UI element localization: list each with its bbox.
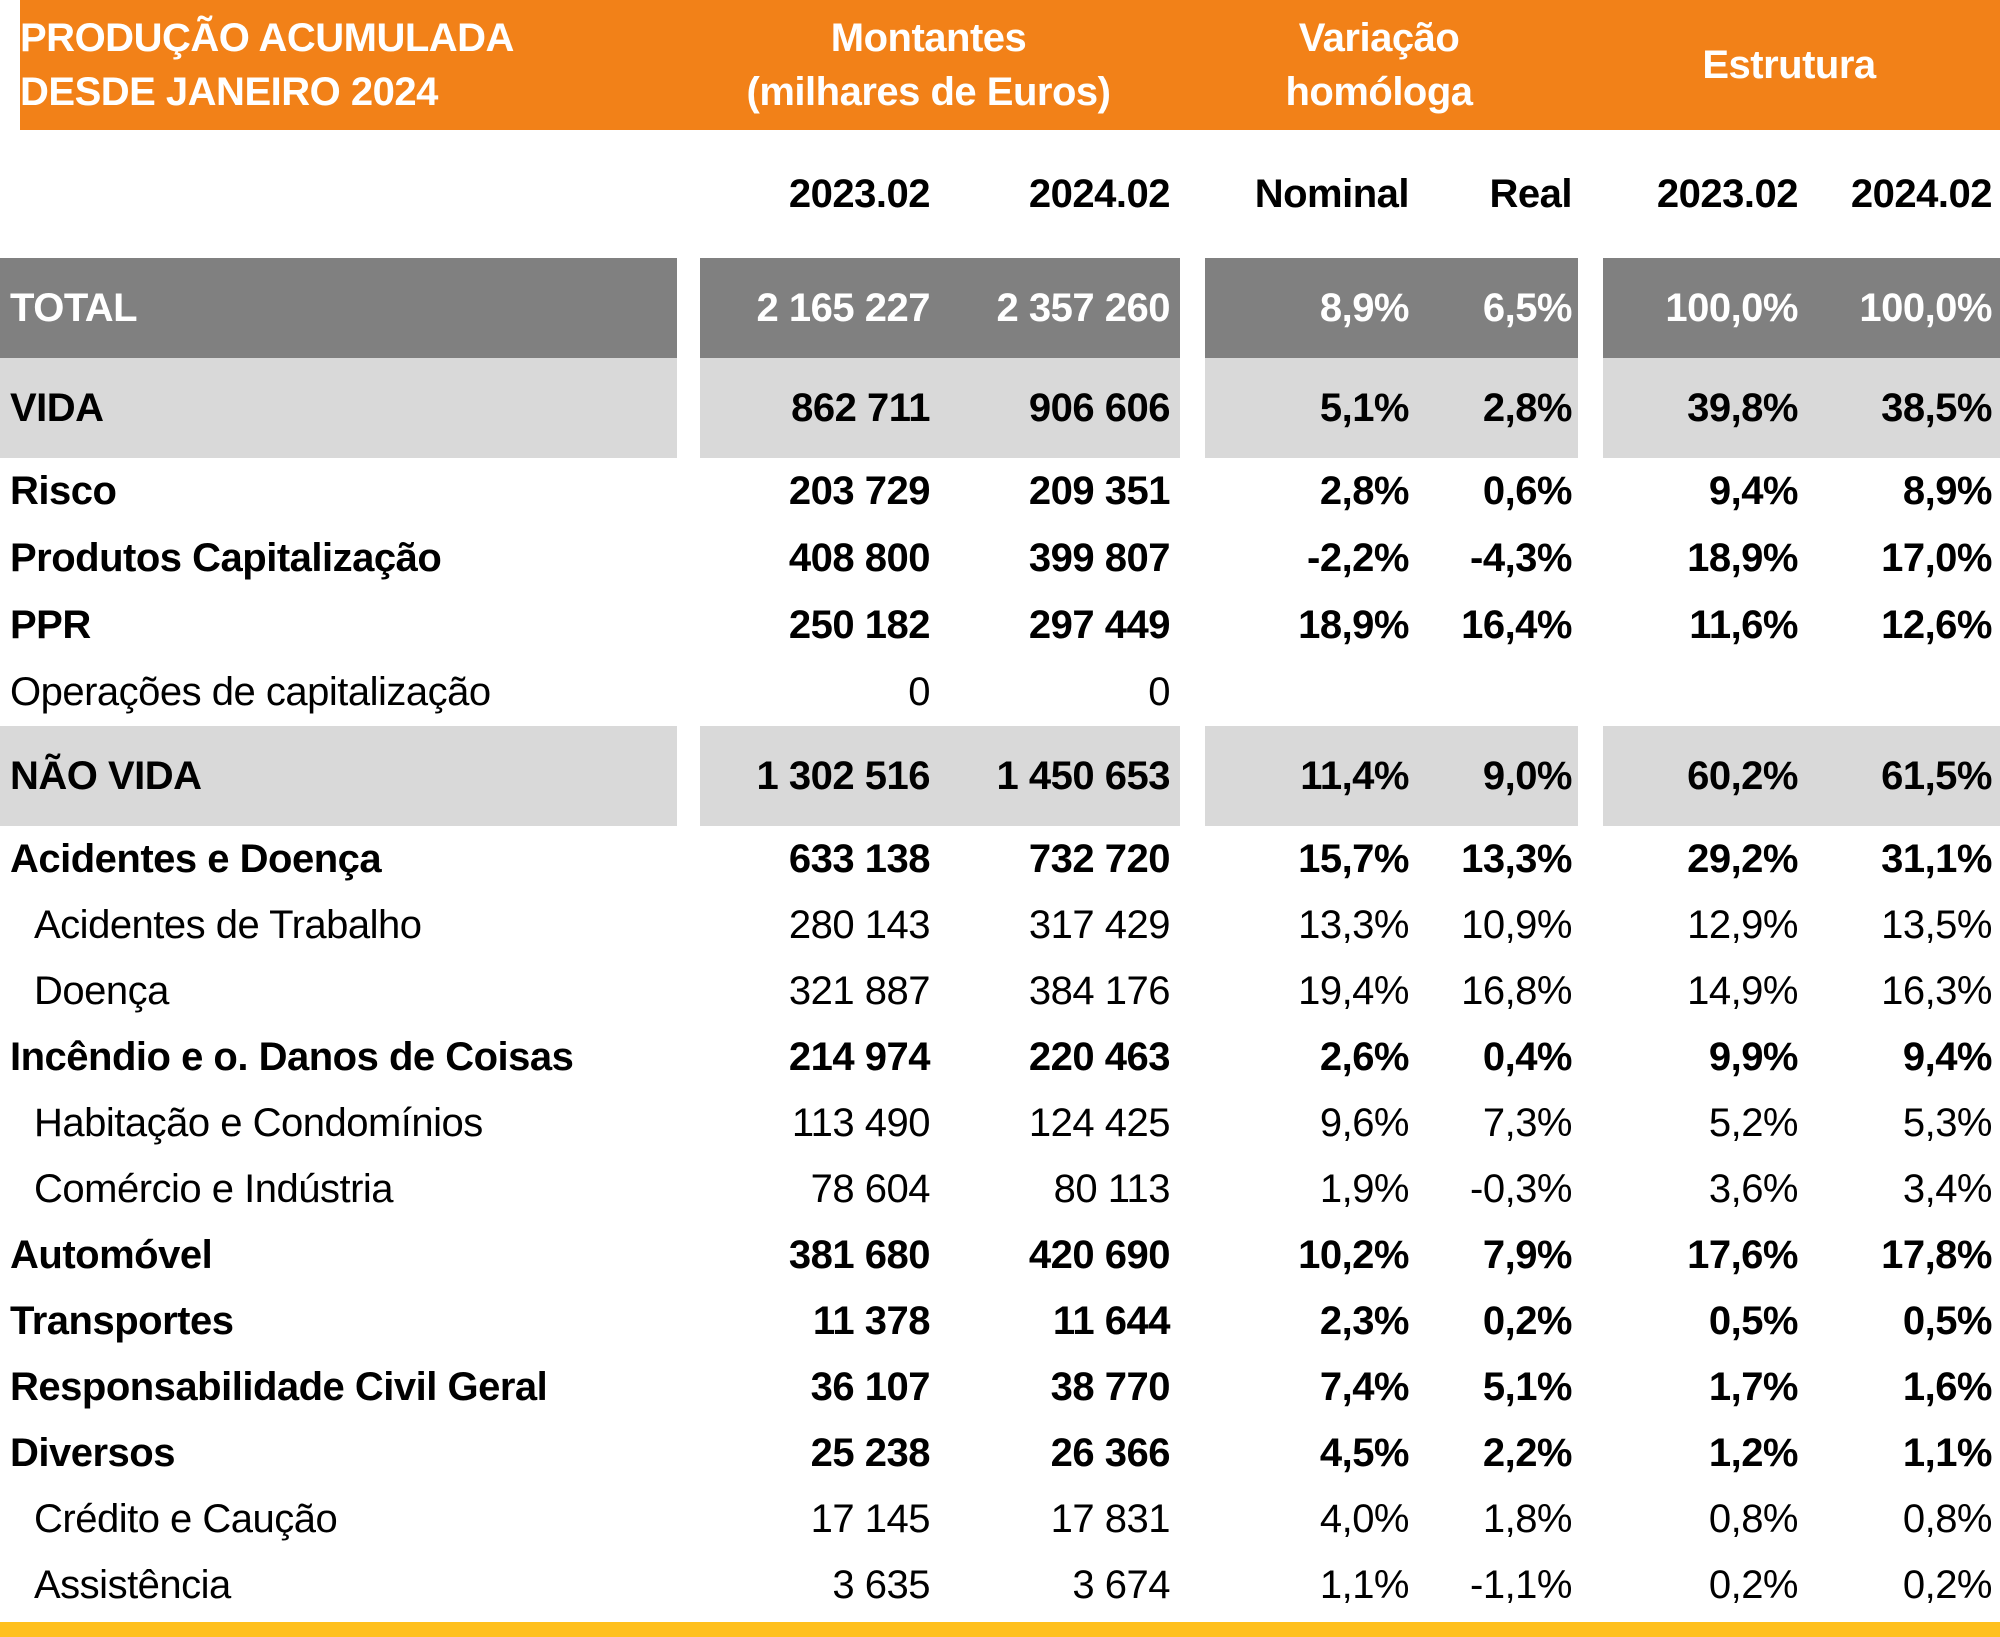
table-row bbox=[0, 1420, 2000, 1486]
row-label-text: Diversos bbox=[10, 1430, 175, 1475]
row-label bbox=[0, 592, 677, 659]
value-cell: 9,9% bbox=[1708, 1034, 1798, 1079]
value-group bbox=[1180, 258, 1578, 358]
bottom-accent-bar bbox=[0, 1622, 2000, 1637]
row-label bbox=[0, 258, 677, 358]
table-row bbox=[0, 892, 2000, 958]
value-cell: 0,4% bbox=[1482, 1034, 1572, 1079]
value-group bbox=[1180, 1486, 1578, 1552]
value-cell: 0 bbox=[908, 670, 930, 714]
column-group-montantes bbox=[677, 0, 1180, 130]
value-cell: 1,8% bbox=[1482, 1496, 1572, 1541]
column-group-variacao bbox=[1180, 0, 1578, 130]
value-cell: 29,2% bbox=[1687, 836, 1798, 881]
value-cell: 384 176 bbox=[1028, 968, 1170, 1013]
value-group bbox=[1180, 892, 1578, 958]
value-cell: 18,9% bbox=[1687, 536, 1798, 580]
value-cell: 3 674 bbox=[1072, 1562, 1170, 1607]
value-cell: 12,6% bbox=[1881, 603, 1992, 647]
table-title-line2: DESDE JANEIRO 2024 bbox=[20, 70, 438, 114]
value-group bbox=[677, 892, 1180, 958]
value-group bbox=[677, 1090, 1180, 1156]
value-cell: 19,4% bbox=[1298, 968, 1409, 1013]
table-row bbox=[0, 1486, 2000, 1552]
value-cell: 2,2% bbox=[1482, 1430, 1572, 1475]
value-group bbox=[1578, 892, 2000, 958]
table-row bbox=[0, 525, 2000, 592]
table-row bbox=[0, 1288, 2000, 1354]
value-cell: -0,3% bbox=[1470, 1166, 1572, 1211]
value-group bbox=[1578, 1420, 2000, 1486]
value-cell: 39,8% bbox=[1687, 385, 1798, 430]
table-row bbox=[0, 659, 2000, 726]
value-group bbox=[1180, 1288, 1578, 1354]
value-cell: 7,9% bbox=[1482, 1232, 1572, 1277]
row-label bbox=[0, 358, 677, 458]
value-cell: 14,9% bbox=[1687, 968, 1798, 1013]
row-label bbox=[0, 659, 677, 726]
value-cell: 906 606 bbox=[1028, 385, 1170, 430]
row-label bbox=[0, 1156, 677, 1222]
value-cell: 9,6% bbox=[1319, 1100, 1409, 1145]
value-cell: 17,6% bbox=[1687, 1232, 1798, 1277]
value-cell: 8,9% bbox=[1902, 469, 1992, 513]
value-cell: -4,3% bbox=[1470, 536, 1572, 580]
value-cell: 113 490 bbox=[791, 1100, 930, 1145]
value-group bbox=[677, 1024, 1180, 1090]
value-cell: 297 449 bbox=[1028, 603, 1170, 647]
value-group bbox=[1578, 592, 2000, 659]
table-row bbox=[0, 1156, 2000, 1222]
value-group bbox=[677, 1486, 1180, 1552]
value-group bbox=[677, 258, 1180, 358]
value-cell: 11,6% bbox=[1689, 603, 1798, 647]
value-group bbox=[1180, 726, 1578, 826]
table-row bbox=[0, 358, 2000, 458]
value-cell: 399 807 bbox=[1028, 536, 1170, 580]
row-label bbox=[0, 458, 677, 525]
value-cell: 12,9% bbox=[1687, 902, 1798, 947]
value-cell: 3,6% bbox=[1708, 1166, 1798, 1211]
value-group bbox=[1578, 1090, 2000, 1156]
table-row bbox=[0, 726, 2000, 826]
value-group bbox=[1180, 1420, 1578, 1486]
value-cell: 16,4% bbox=[1461, 603, 1572, 647]
value-group bbox=[677, 525, 1180, 592]
value-group bbox=[1180, 659, 1578, 726]
value-cell: 25 238 bbox=[810, 1430, 930, 1475]
value-cell: 420 690 bbox=[1028, 1232, 1170, 1277]
value-cell: 17,0% bbox=[1881, 536, 1992, 580]
value-group bbox=[1180, 1090, 1578, 1156]
value-cell: 633 138 bbox=[788, 836, 930, 881]
row-label bbox=[0, 1222, 677, 1288]
value-cell: 10,2% bbox=[1298, 1232, 1409, 1277]
row-label-text: PPR bbox=[10, 603, 91, 647]
value-group bbox=[1578, 358, 2000, 458]
value-group bbox=[677, 1288, 1180, 1354]
value-cell: 408 800 bbox=[788, 536, 930, 580]
value-cell: -2,2% bbox=[1307, 536, 1409, 580]
row-label bbox=[0, 1024, 677, 1090]
value-group bbox=[1578, 258, 2000, 358]
table-row bbox=[0, 1552, 2000, 1618]
table-row bbox=[0, 1222, 2000, 1288]
value-group bbox=[1578, 659, 2000, 726]
value-cell: 214 974 bbox=[788, 1034, 930, 1079]
value-group bbox=[1180, 958, 1578, 1024]
value-cell: 36 107 bbox=[810, 1364, 930, 1409]
row-label bbox=[0, 1354, 677, 1420]
subheader-empty bbox=[0, 130, 677, 258]
row-label-text: Produtos Capitalização bbox=[10, 536, 442, 580]
table-row bbox=[0, 458, 2000, 525]
subheader-real: Real bbox=[1489, 171, 1572, 216]
value-cell bbox=[1205, 659, 1415, 726]
row-label bbox=[0, 826, 677, 892]
value-group bbox=[1578, 525, 2000, 592]
value-cell: 124 425 bbox=[1028, 1100, 1170, 1145]
value-cell: 38 770 bbox=[1050, 1364, 1170, 1409]
row-label bbox=[0, 1552, 677, 1618]
value-cell: 4,5% bbox=[1319, 1430, 1409, 1475]
value-group bbox=[1578, 1156, 2000, 1222]
value-cell: 13,5% bbox=[1881, 902, 1992, 947]
value-group bbox=[1180, 1222, 1578, 1288]
value-group bbox=[677, 1156, 1180, 1222]
value-cell: 209 351 bbox=[1028, 469, 1170, 513]
value-cell: 4,0% bbox=[1319, 1496, 1409, 1541]
row-label-text: VIDA bbox=[10, 385, 104, 430]
value-group bbox=[677, 358, 1180, 458]
value-group bbox=[1578, 826, 2000, 892]
value-group bbox=[1578, 1288, 2000, 1354]
value-cell: 1,2% bbox=[1708, 1430, 1798, 1475]
value-cell: 11 378 bbox=[812, 1298, 930, 1343]
value-cell: 1,9% bbox=[1319, 1166, 1409, 1211]
value-cell: 203 729 bbox=[788, 469, 930, 513]
value-cell bbox=[1603, 659, 1806, 726]
value-cell: 0,5% bbox=[1902, 1298, 1992, 1343]
value-cell: 5,3% bbox=[1902, 1100, 1992, 1145]
table-row bbox=[0, 1090, 2000, 1156]
estrutura-label: Estrutura bbox=[1702, 43, 1876, 87]
value-cell: 2 357 260 bbox=[996, 285, 1170, 330]
value-cell: 1,7% bbox=[1708, 1364, 1798, 1409]
row-label-text: Acidentes de Trabalho bbox=[34, 902, 422, 947]
value-cell: 13,3% bbox=[1461, 836, 1572, 881]
value-cell: 1 302 516 bbox=[756, 753, 930, 798]
value-group bbox=[677, 726, 1180, 826]
value-cell: 1 450 653 bbox=[996, 753, 1170, 798]
value-group bbox=[677, 958, 1180, 1024]
value-cell: 1,6% bbox=[1902, 1364, 1992, 1409]
value-cell: 80 113 bbox=[1053, 1166, 1170, 1211]
value-cell: 0 bbox=[1148, 670, 1170, 714]
value-cell: 0,8% bbox=[1902, 1496, 1992, 1541]
value-group bbox=[1578, 458, 2000, 525]
value-group bbox=[677, 458, 1180, 525]
value-cell: 2,6% bbox=[1319, 1034, 1409, 1079]
row-label-text: Assistência bbox=[34, 1562, 231, 1607]
value-group bbox=[1578, 1024, 2000, 1090]
value-cell: 9,4% bbox=[1708, 469, 1798, 513]
value-cell: 2,3% bbox=[1319, 1298, 1409, 1343]
value-cell: 38,5% bbox=[1881, 385, 1992, 430]
row-label-text: Doença bbox=[34, 968, 169, 1013]
table-row bbox=[0, 1354, 2000, 1420]
value-cell: 60,2% bbox=[1687, 753, 1798, 798]
value-cell: 3 635 bbox=[832, 1562, 930, 1607]
value-cell: 13,3% bbox=[1298, 902, 1409, 947]
value-cell: 61,5% bbox=[1881, 753, 1992, 798]
value-cell: 0,2% bbox=[1902, 1562, 1992, 1607]
row-label bbox=[0, 1486, 677, 1552]
value-cell: 26 366 bbox=[1050, 1430, 1170, 1475]
value-group bbox=[677, 1420, 1180, 1486]
value-cell: 732 720 bbox=[1028, 836, 1170, 881]
value-cell: 78 604 bbox=[810, 1166, 930, 1211]
value-cell: 100,0% bbox=[1665, 285, 1798, 330]
value-cell: 250 182 bbox=[788, 603, 930, 647]
row-label-text: Operações de capitalização bbox=[10, 670, 491, 714]
value-group bbox=[1180, 592, 1578, 659]
value-cell: 9,0% bbox=[1482, 753, 1572, 798]
row-label bbox=[0, 958, 677, 1024]
row-label-text: Comércio e Indústria bbox=[34, 1166, 394, 1211]
row-label bbox=[0, 726, 677, 826]
row-label-text: Risco bbox=[10, 469, 117, 513]
subheader-estrutura-2023: 2023.02 bbox=[1656, 171, 1798, 216]
value-cell: 16,8% bbox=[1461, 968, 1572, 1013]
row-label-text: Habitação e Condomínios bbox=[34, 1100, 483, 1145]
row-label-text: Acidentes e Doença bbox=[10, 836, 382, 881]
value-cell: 17,8% bbox=[1881, 1232, 1992, 1277]
subheader-montantes-2023: 2023.02 bbox=[788, 171, 930, 216]
row-label bbox=[0, 1420, 677, 1486]
variacao-label-line2: homóloga bbox=[1285, 70, 1473, 114]
value-cell: 0,8% bbox=[1708, 1496, 1798, 1541]
montantes-label-line1: Montantes bbox=[830, 16, 1027, 60]
value-cell: 381 680 bbox=[788, 1232, 930, 1277]
table-title bbox=[0, 0, 677, 130]
value-group bbox=[1180, 1552, 1578, 1618]
value-cell: 8,9% bbox=[1319, 285, 1409, 330]
value-cell: 1,1% bbox=[1902, 1430, 1992, 1475]
value-cell: 18,9% bbox=[1298, 603, 1409, 647]
value-group bbox=[677, 592, 1180, 659]
value-cell: 7,3% bbox=[1482, 1100, 1572, 1145]
value-cell: 10,9% bbox=[1461, 902, 1572, 947]
value-cell: 5,2% bbox=[1708, 1100, 1798, 1145]
value-cell bbox=[1806, 659, 2000, 726]
value-cell: 220 463 bbox=[1028, 1034, 1170, 1079]
value-group bbox=[677, 1354, 1180, 1420]
value-cell: 2 165 227 bbox=[756, 285, 930, 330]
value-cell: 17 145 bbox=[810, 1496, 930, 1541]
value-group bbox=[1180, 1156, 1578, 1222]
value-group bbox=[677, 826, 1180, 892]
value-cell: -1,1% bbox=[1470, 1562, 1572, 1607]
value-cell: 2,8% bbox=[1319, 469, 1409, 513]
value-group bbox=[1180, 1024, 1578, 1090]
row-label-text: Crédito e Caução bbox=[34, 1496, 338, 1541]
value-cell: 0,6% bbox=[1482, 469, 1572, 513]
value-group bbox=[1180, 525, 1578, 592]
table-row bbox=[0, 826, 2000, 892]
value-cell: 11 644 bbox=[1052, 1298, 1170, 1343]
row-label-text: Automóvel bbox=[10, 1232, 213, 1277]
value-cell: 6,5% bbox=[1482, 285, 1572, 330]
row-label-text: Incêndio e o. Danos de Coisas bbox=[10, 1034, 574, 1079]
value-cell: 5,1% bbox=[1482, 1364, 1572, 1409]
row-label bbox=[0, 892, 677, 958]
table-row bbox=[0, 958, 2000, 1024]
value-cell: 321 887 bbox=[788, 968, 930, 1013]
row-label-text: Transportes bbox=[10, 1298, 234, 1343]
table-row bbox=[0, 258, 2000, 358]
row-label bbox=[0, 1090, 677, 1156]
value-group bbox=[1180, 358, 1578, 458]
value-cell: 17 831 bbox=[1050, 1496, 1170, 1541]
variacao-label-line1: Variação bbox=[1298, 16, 1460, 60]
table-subheader bbox=[0, 130, 2000, 258]
value-group bbox=[1578, 1354, 2000, 1420]
value-cell: 317 429 bbox=[1028, 902, 1170, 947]
value-cell: 0,2% bbox=[1708, 1562, 1798, 1607]
value-cell: 16,3% bbox=[1881, 968, 1992, 1013]
value-group bbox=[1578, 1552, 2000, 1618]
table-header bbox=[0, 0, 2000, 130]
value-cell: 5,1% bbox=[1319, 385, 1409, 430]
value-cell: 0,2% bbox=[1482, 1298, 1572, 1343]
subheader-nominal: Nominal bbox=[1254, 171, 1409, 216]
value-cell: 11,4% bbox=[1300, 753, 1409, 798]
table-row bbox=[0, 592, 2000, 659]
value-cell: 280 143 bbox=[788, 902, 930, 947]
row-label-text: TOTAL bbox=[10, 285, 138, 330]
value-cell: 1,1% bbox=[1319, 1562, 1409, 1607]
value-group bbox=[1578, 1486, 2000, 1552]
subheader-estrutura-2024: 2024.02 bbox=[1850, 171, 1992, 216]
row-label bbox=[0, 1288, 677, 1354]
value-group bbox=[1180, 1354, 1578, 1420]
row-label-text: NÃO VIDA bbox=[10, 753, 202, 798]
montantes-label-line2: (milhares de Euros) bbox=[746, 70, 1111, 114]
value-cell: 31,1% bbox=[1881, 836, 1992, 881]
value-cell: 100,0% bbox=[1859, 285, 1992, 330]
value-cell: 2,8% bbox=[1482, 385, 1572, 430]
value-cell: 7,4% bbox=[1319, 1364, 1409, 1409]
value-cell: 0,5% bbox=[1708, 1298, 1798, 1343]
value-cell: 862 711 bbox=[791, 385, 930, 430]
value-cell: 15,7% bbox=[1298, 836, 1409, 881]
value-group bbox=[677, 1222, 1180, 1288]
table-row bbox=[0, 1024, 2000, 1090]
value-group bbox=[677, 1552, 1180, 1618]
row-label bbox=[0, 525, 677, 592]
value-group bbox=[1578, 1222, 2000, 1288]
subheader-montantes-2024: 2024.02 bbox=[1028, 171, 1170, 216]
value-group bbox=[1578, 958, 2000, 1024]
table-body bbox=[0, 258, 2000, 1618]
value-group bbox=[1180, 458, 1578, 525]
value-group bbox=[1180, 826, 1578, 892]
value-group bbox=[677, 659, 1180, 726]
value-cell: 9,4% bbox=[1902, 1034, 1992, 1079]
value-cell bbox=[1415, 659, 1578, 726]
value-group bbox=[1578, 726, 2000, 826]
column-group-estrutura bbox=[1578, 0, 2000, 130]
table-title-line1: PRODUÇÃO ACUMULADA bbox=[20, 16, 514, 60]
value-cell: 3,4% bbox=[1902, 1166, 1992, 1211]
row-label-text: Responsabilidade Civil Geral bbox=[10, 1364, 548, 1409]
